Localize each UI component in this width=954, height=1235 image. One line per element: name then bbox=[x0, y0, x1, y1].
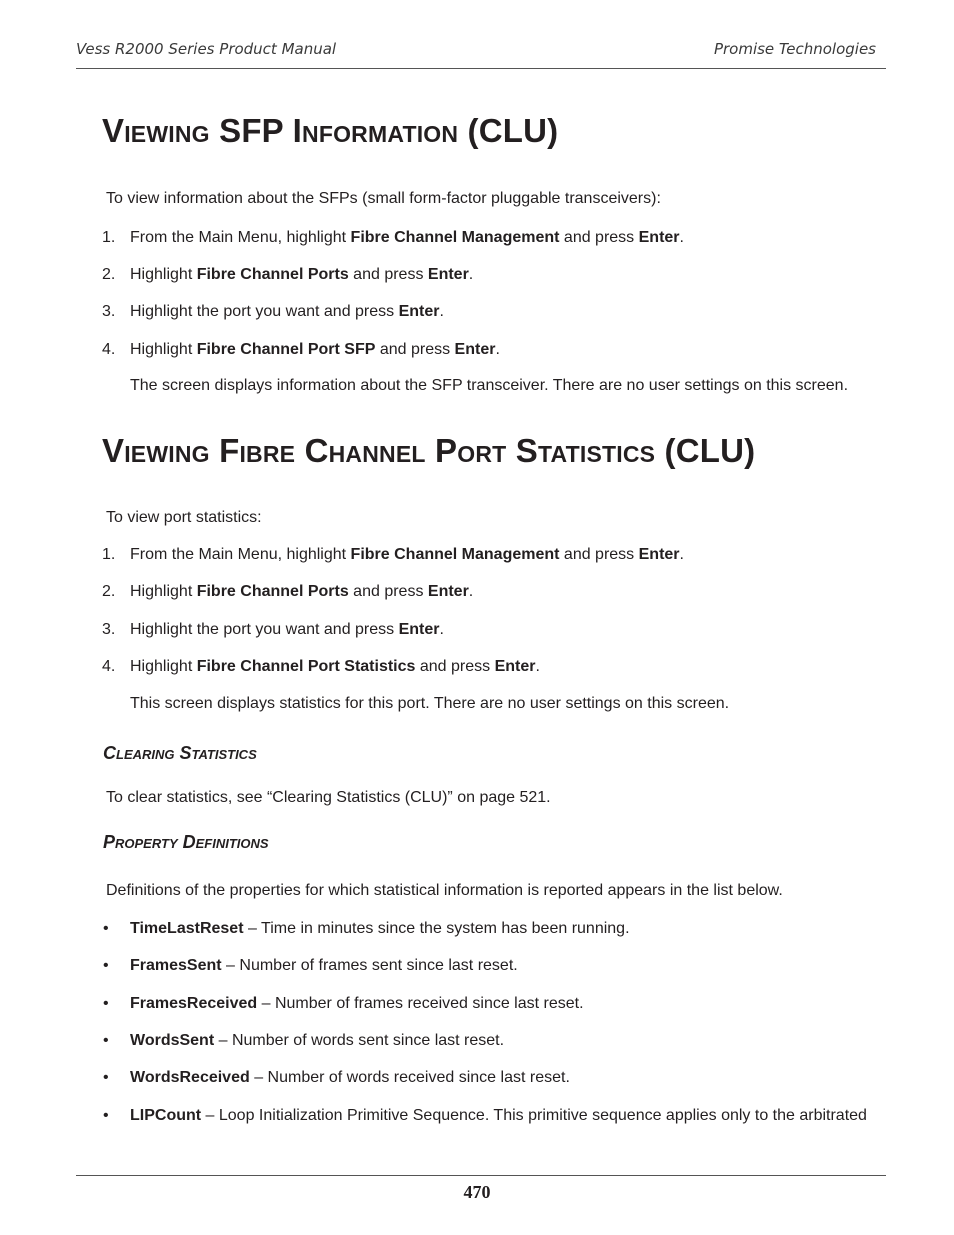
list-item: TimeLastReset – Time in minutes since the system has been running. bbox=[130, 920, 630, 937]
list-item: FramesReceived – Number of frames received since last reset. bbox=[130, 995, 584, 1012]
list-item: Highlight Fibre Channel Ports and press Enter. bbox=[130, 266, 474, 283]
step-number: 3. bbox=[102, 621, 116, 638]
list-item: WordsReceived – Number of words received since last reset. bbox=[130, 1069, 570, 1086]
list-item: Highlight the port you want and press Enter. bbox=[130, 303, 444, 320]
bullet-marker: • bbox=[103, 957, 109, 974]
list-item: Highlight Fibre Channel Port SFP and press Enter. bbox=[130, 341, 500, 358]
running-header-title: Vess R2000 Series Product Manual bbox=[76, 40, 337, 58]
bullet-marker: • bbox=[103, 1032, 109, 1049]
list-item: Highlight Fibre Channel Ports and press Enter. bbox=[130, 583, 474, 600]
section1-note: The screen displays information about the SFP transceiver. There are no user settings on this screen. bbox=[130, 377, 849, 394]
section1-intro: To view information about the SFPs (small form-factor pluggable transceivers): bbox=[106, 190, 661, 207]
step-number: 1. bbox=[102, 229, 116, 246]
properties-intro: Definitions of the properties for which statistical information is reported appears in the list below. bbox=[106, 882, 783, 899]
list-item: From the Main Menu, highlight Fibre Channel Management and press Enter. bbox=[130, 229, 684, 246]
step-number: 3. bbox=[102, 303, 116, 320]
list-item: FramesSent – Number of frames sent since last reset. bbox=[130, 957, 518, 974]
list-item: Highlight the port you want and press Enter. bbox=[130, 621, 444, 638]
list-item: LIPCount – Loop Initialization Primitive Sequence. This primitive sequence applies only to the arbitrated bbox=[130, 1107, 867, 1124]
footer-rule bbox=[76, 1175, 886, 1176]
bullet-marker: • bbox=[103, 920, 109, 937]
step-number: 4. bbox=[102, 341, 116, 358]
subsection-title-properties: Property Definitions bbox=[103, 832, 269, 852]
step-number: 2. bbox=[102, 583, 116, 600]
subsection-title-clearing: Clearing Statistics bbox=[103, 743, 257, 763]
step-number: 1. bbox=[102, 546, 116, 563]
step-number: 4. bbox=[102, 658, 116, 675]
bullet-marker: • bbox=[103, 1069, 109, 1086]
clearing-text: To clear statistics, see “Clearing Statistics (CLU)” on page 521. bbox=[106, 789, 551, 806]
step-number: 2. bbox=[102, 266, 116, 283]
section2-note: This screen displays statistics for this port. There are no user settings on this screen. bbox=[130, 695, 730, 712]
list-item: From the Main Menu, highlight Fibre Channel Management and press Enter. bbox=[130, 546, 684, 563]
bullet-marker: • bbox=[103, 1107, 109, 1124]
header-rule bbox=[76, 68, 886, 69]
section-title-sfp: Viewing SFP Information (CLU) bbox=[102, 112, 559, 149]
section2-intro: To view port statistics: bbox=[106, 509, 262, 526]
list-item: Highlight Fibre Channel Port Statistics and press Enter. bbox=[130, 658, 540, 675]
bullet-marker: • bbox=[103, 995, 109, 1012]
running-header-company: Promise Technologies bbox=[713, 40, 876, 58]
page-number: 470 bbox=[463, 1182, 491, 1202]
section-title-port-statistics: Viewing Fibre Channel Port Statistics (CLU) bbox=[102, 432, 756, 469]
list-item: WordsSent – Number of words sent since last reset. bbox=[130, 1032, 505, 1049]
